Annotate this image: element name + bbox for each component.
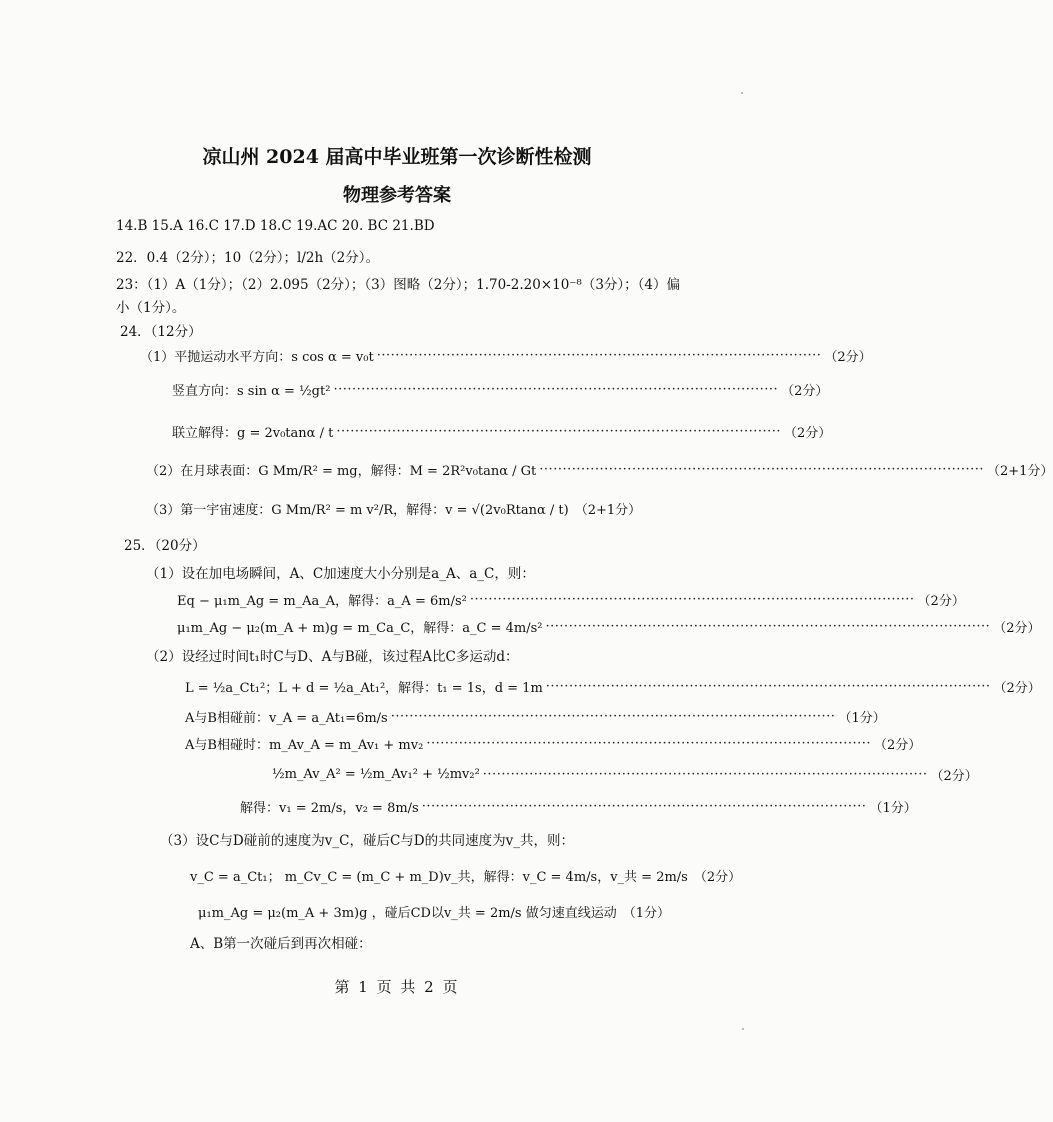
q24-step-row — [172, 380, 829, 399]
q25-step-row — [240, 797, 917, 816]
document-subtitle: 物理参考答案 — [343, 185, 451, 206]
q25-part1-intro: （1）设在加电场瞬间，A、C加速度大小分别是a_A、a_C，则： — [146, 566, 535, 582]
q25-part3-intro: （3）设C与D碰前的速度为v_C，碰后C与D的共同速度为v_共，则： — [160, 833, 574, 849]
q25-part1-step-2-content: μ₁m_Ag − μ₂(m_A + m)g = m_Ca_C，解得：a_C = 4m/s² — [177, 621, 543, 636]
leader-dots: ································································································ — [469, 592, 915, 607]
q25-part3-tail: A、B第一次碰后到再次相碰： — [190, 936, 372, 952]
scan-speck — [742, 1028, 744, 1030]
q25-part2-step-4-content: ½m_Av_A² = ½m_Av₁² + ½mv₂² — [272, 767, 480, 782]
q25-part3-step-2-score: （1分） — [622, 906, 671, 921]
q25-part2-step-3-score: （2分） — [874, 738, 922, 753]
q24-heading: 24．（12分） — [120, 324, 202, 340]
q25-step-row — [185, 707, 886, 726]
leader-dots: ································································································ — [482, 767, 928, 782]
q25-part3-step-1-content: v_C = a_Ct₁； m_Cv_C = (m_C + m_D)v_共，解得：v_C = 4m/s，v_共 = 2m/s — [190, 870, 688, 885]
q24-step-5-score: （2+1分） — [574, 503, 642, 518]
q25-step-row — [177, 617, 1041, 636]
q25-part3-step-1-score: （2分） — [693, 870, 742, 885]
leader-dots: ································································································ — [333, 382, 779, 397]
q24-step-2-score: （2分） — [781, 384, 829, 399]
q25-part2-step-4-score: （2分） — [930, 769, 978, 784]
q25-step-row — [185, 734, 922, 753]
q25-part1-step-1-content: Eq − μ₁m_Ag = m_Aa_A，解得：a_A = 6m/s² — [177, 594, 467, 609]
document-title: 凉山州 2024 届高中毕业班第一次诊断性检测 — [202, 146, 592, 168]
q25-part2-step-1-score: （2分） — [993, 681, 1041, 696]
q24-step-4-content: （2）在月球表面：G Mm/R² = mg，解得：M = 2R²v₀tanα / Gt — [146, 464, 537, 479]
q24-step-1-content: （1）平抛运动水平方向：s cos α = v₀t — [140, 350, 374, 365]
q25-part2-step-2-content: A与B相碰前：v_A = a_At₁=6m/s — [185, 711, 388, 726]
q24-step-row — [140, 346, 872, 365]
q23-answer-line1: 23：（1）A（1分）；（2）2.095（2分）；（3）图略（2分）；1.70-2.20×10⁻⁸（3分）；（4）偏 — [116, 277, 680, 293]
leader-dots: ································································································ — [545, 619, 991, 634]
q24-step-3-score: （2分） — [784, 426, 832, 441]
q24-step-row — [172, 422, 832, 441]
q25-step-row — [272, 765, 978, 784]
q25-part2-step-1-content: L = ½a_Ct₁²；L + d = ½a_At₁²，解得：t₁ = 1s，d = 1m — [185, 681, 543, 696]
q25-part2-intro: （2）设经过时间t₁时C与D、A与B碰，该过程A比C多运动d： — [146, 649, 519, 665]
q25-part3-step-2-content: μ₁m_Ag = μ₂(m_A + 3m)g ，碰后CD以v_共 = 2m/s 做匀速直线运动 — [198, 906, 617, 921]
q25-part2-step-3-content: A与B相碰时：m_Av_A = m_Av₁ + mv₂ — [185, 738, 424, 753]
scan-speck — [741, 92, 743, 94]
choice-answers: 14.B 15.A 16.C 17.D 18.C 19.AC 20. BC 21.BD — [116, 218, 435, 234]
leader-dots: ································································································ — [336, 424, 782, 439]
q23-answer-line2: 小（1分）。 — [116, 300, 186, 316]
q24-step-1-score: （2分） — [824, 350, 872, 365]
q25-step-row — [185, 677, 1041, 696]
q25-step-row — [177, 590, 965, 609]
q24-step-row — [146, 499, 642, 518]
leader-dots: ································································································ — [376, 348, 822, 363]
q25-part1-step-2-score: （2分） — [993, 621, 1041, 636]
q25-part2-step-5-score: （1分） — [869, 801, 917, 816]
q24-step-2-content: 竖直方向：s sin α = ½gt² — [172, 384, 331, 399]
leader-dots: ································································································ — [426, 736, 872, 751]
q25-step-row — [198, 902, 671, 921]
page-number: 第 1 页 共 2 页 — [334, 978, 460, 996]
q25-heading: 25．（20分） — [124, 538, 206, 554]
q25-part2-step-2-score: （1分） — [838, 711, 886, 726]
q25-step-row — [190, 866, 742, 885]
q24-step-row — [146, 460, 1053, 479]
leader-dots: ································································································ — [539, 462, 984, 477]
leader-dots: ································································································ — [421, 799, 867, 814]
leader-dots: ································································································ — [390, 709, 836, 724]
q25-part1-step-1-score: （2分） — [917, 594, 965, 609]
q24-step-4-score: （2+1分） — [987, 464, 1053, 479]
q22-answer: 22．0.4（2分）；10（2分）；l/2h（2分）。 — [116, 250, 379, 266]
leader-dots: ································································································ — [545, 679, 991, 694]
q24-step-5-content: （3）第一宇宙速度：G Mm/R² = m v²/R，解得：v = √(2v₀Rtanα / t) — [146, 503, 569, 518]
q25-part2-step-5-content: 解得：v₁ = 2m/s，v₂ = 8m/s — [240, 801, 419, 816]
q24-step-3-content: 联立解得：g = 2v₀tanα / t — [172, 426, 334, 441]
